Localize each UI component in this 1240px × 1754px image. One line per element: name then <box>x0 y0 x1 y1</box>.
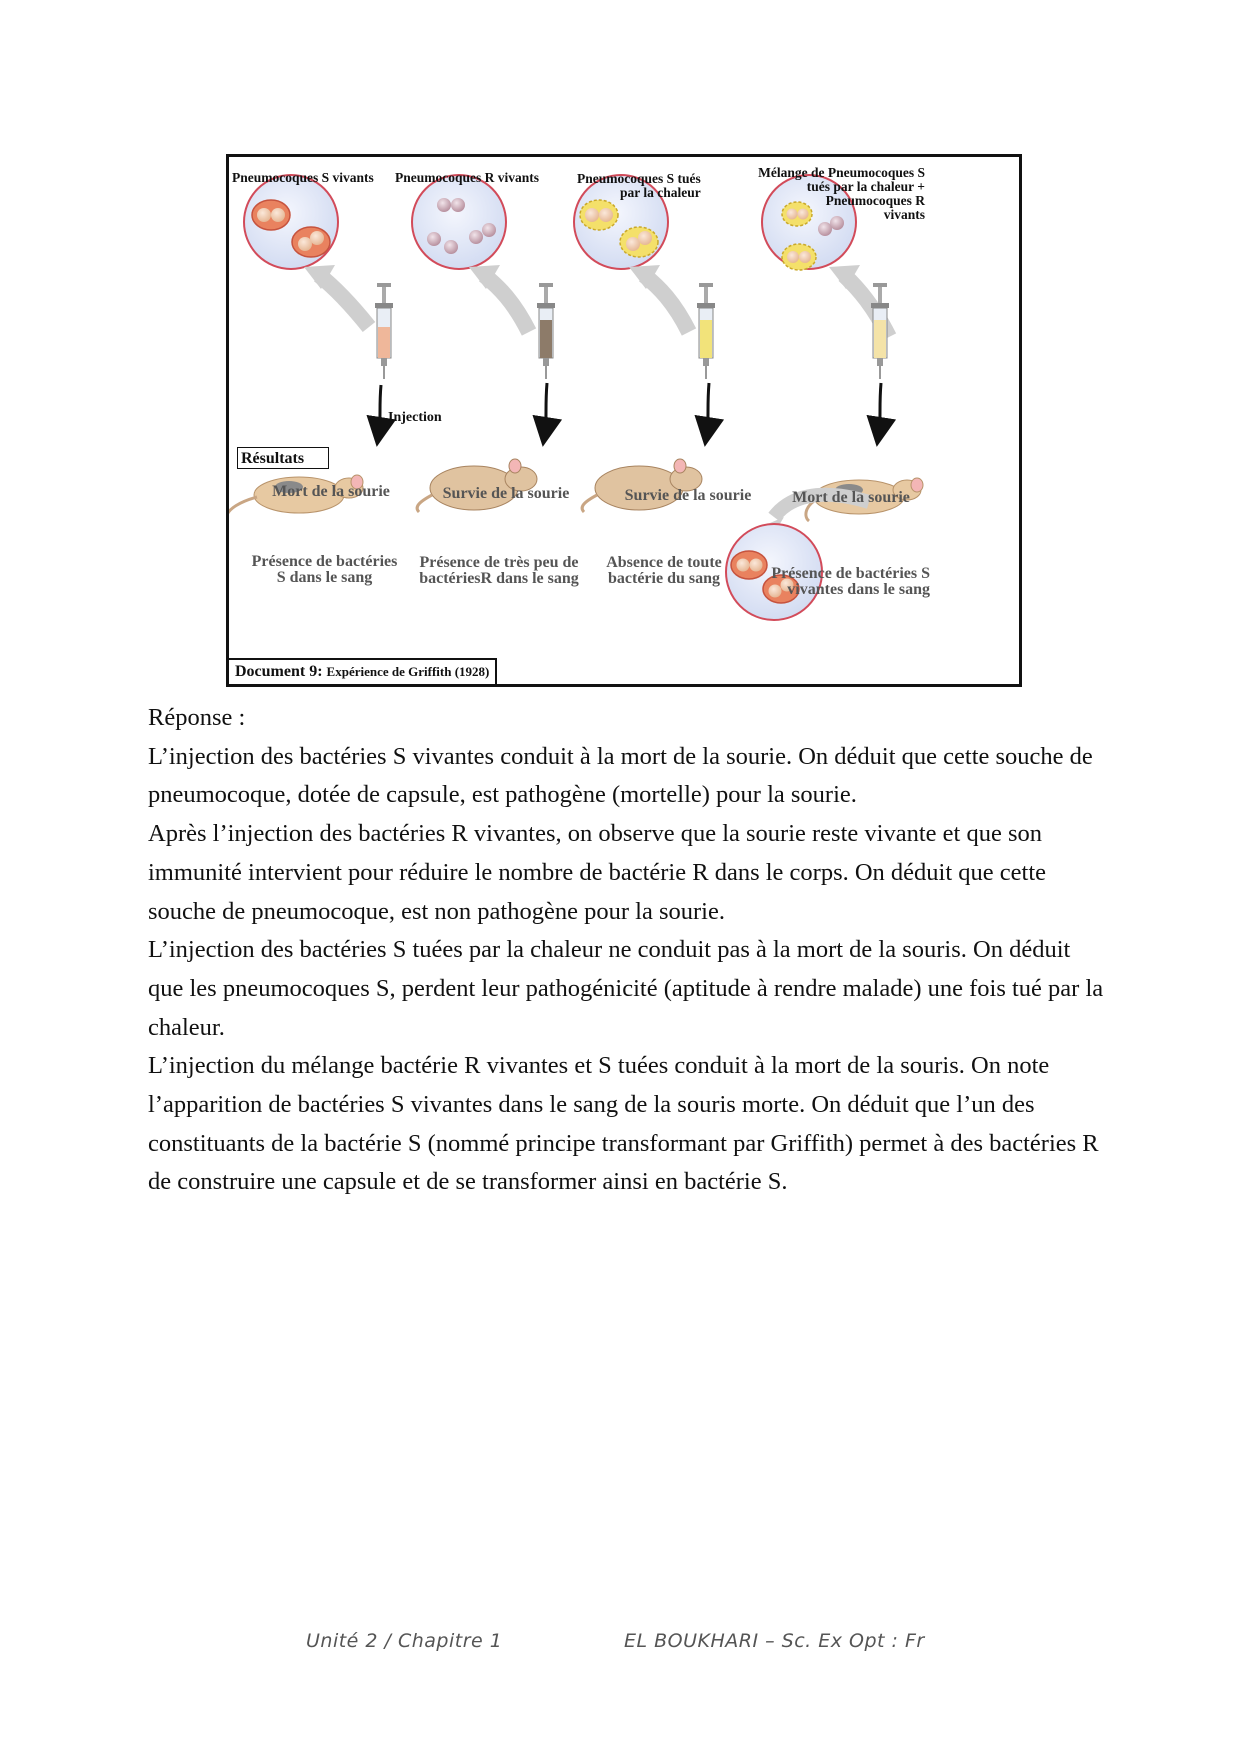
caption-number: Document 9: <box>235 663 323 680</box>
results-label: Résultats <box>237 447 329 469</box>
document-caption <box>229 658 497 684</box>
syringe-icon <box>375 283 393 379</box>
caption-title: Expérience de Griffith (1928) <box>326 664 490 679</box>
heat-killed-s-icon <box>782 244 816 270</box>
gray-arrow <box>319 275 369 327</box>
footer-unit: Unité 2 / Chapitre 1 <box>306 1630 503 1652</box>
panel-3-label: Pneumocoques S tués par la chaleur <box>577 171 701 200</box>
syringe-icon <box>697 283 715 379</box>
answer-paragraph-2: Après l’injection des bactéries R vivantes, on observe que la sourie reste vivante et que son immunité intervient pour réduire le nombre de bactérie R dans le corps. On déduit que cette souche de pneumocoque, est non pathogène pour la sourie. <box>148 820 1047 925</box>
heat-killed-s-icon <box>580 200 618 230</box>
panel-1-result: Mort de la sourie <box>272 483 390 500</box>
panel-2-result: Survie de la sourie <box>442 485 570 502</box>
panel-3-result: Survie de la sourie <box>624 487 752 504</box>
living-mouse-icon <box>582 459 702 512</box>
heat-killed-s-icon <box>620 227 658 257</box>
panel-4-blood: Présence de bactéries S vivantes dans le sang <box>771 565 930 598</box>
panel-1-blood: Présence de bactéries S dans le sang <box>251 553 398 586</box>
griffith-experiment-figure <box>226 154 1022 687</box>
panel-4-label: Mélange de Pneumocoques S tués par la chaleur + Pneumocoques R vivants <box>758 165 925 222</box>
panel-3-graphics <box>574 175 715 512</box>
panel-2-label: Pneumocoques R vivants <box>395 170 540 185</box>
injection-arrow <box>879 383 881 432</box>
injection-arrow <box>707 383 709 432</box>
answer-paragraph-4: L’injection du mélange bactérie R vivantes et S tuées conduit à la mort de la souris. On note l’apparition de bactéries S vivantes dans le sang de la souris morte. On déduit que l’un des constituants de la bactérie S (nommé principe transformant par Griffith) permet à des bactéries R de construire une capsule et de se transformer ainsi en bactérie S. <box>148 1052 1099 1196</box>
bacteria-circle-2 <box>412 175 506 269</box>
panel-4-graphics <box>726 175 923 620</box>
figure-illustration <box>229 157 1019 684</box>
panel-2-graphics <box>412 175 555 512</box>
injection-label: Injection <box>388 410 442 425</box>
s-bacteria-icon <box>252 200 290 230</box>
injection-arrow <box>379 385 381 432</box>
answer-heading: Réponse : <box>148 704 246 731</box>
gray-arrow <box>484 275 529 332</box>
panel-4-result: Mort de la sourie <box>792 489 910 506</box>
panel-2-blood: Présence de très peu de bactériesR dans le sang <box>419 554 579 587</box>
panel-1-label: Pneumocoques S vivants <box>232 170 374 185</box>
syringe-icon <box>537 283 555 379</box>
answer-paragraph-3: L’injection des bactéries S tuées par la chaleur ne conduit pas à la mort de la souris. On déduit que les pneumocoques S, perdent leur pathogénicité (aptitude à rendre malade) une fois tué par la chaleur. <box>148 936 1104 1041</box>
injection-arrow <box>545 383 547 432</box>
answer-section <box>148 699 1108 1202</box>
gray-arrow <box>644 275 689 332</box>
footer-author: EL BOUKHARI – Sc. Ex Opt : Fr <box>624 1630 925 1652</box>
page-footer <box>0 1630 1240 1660</box>
s-bacteria-icon <box>292 227 330 257</box>
panel-3-blood: Absence de toute bactérie du sang <box>606 554 722 587</box>
answer-paragraph-1: L’injection des bactéries S vivantes conduit à la mort de la sourie. On déduit que cette souche de pneumocoque, dotée de capsule, est pathogène (mortelle) pour la sourie. <box>148 742 1093 809</box>
